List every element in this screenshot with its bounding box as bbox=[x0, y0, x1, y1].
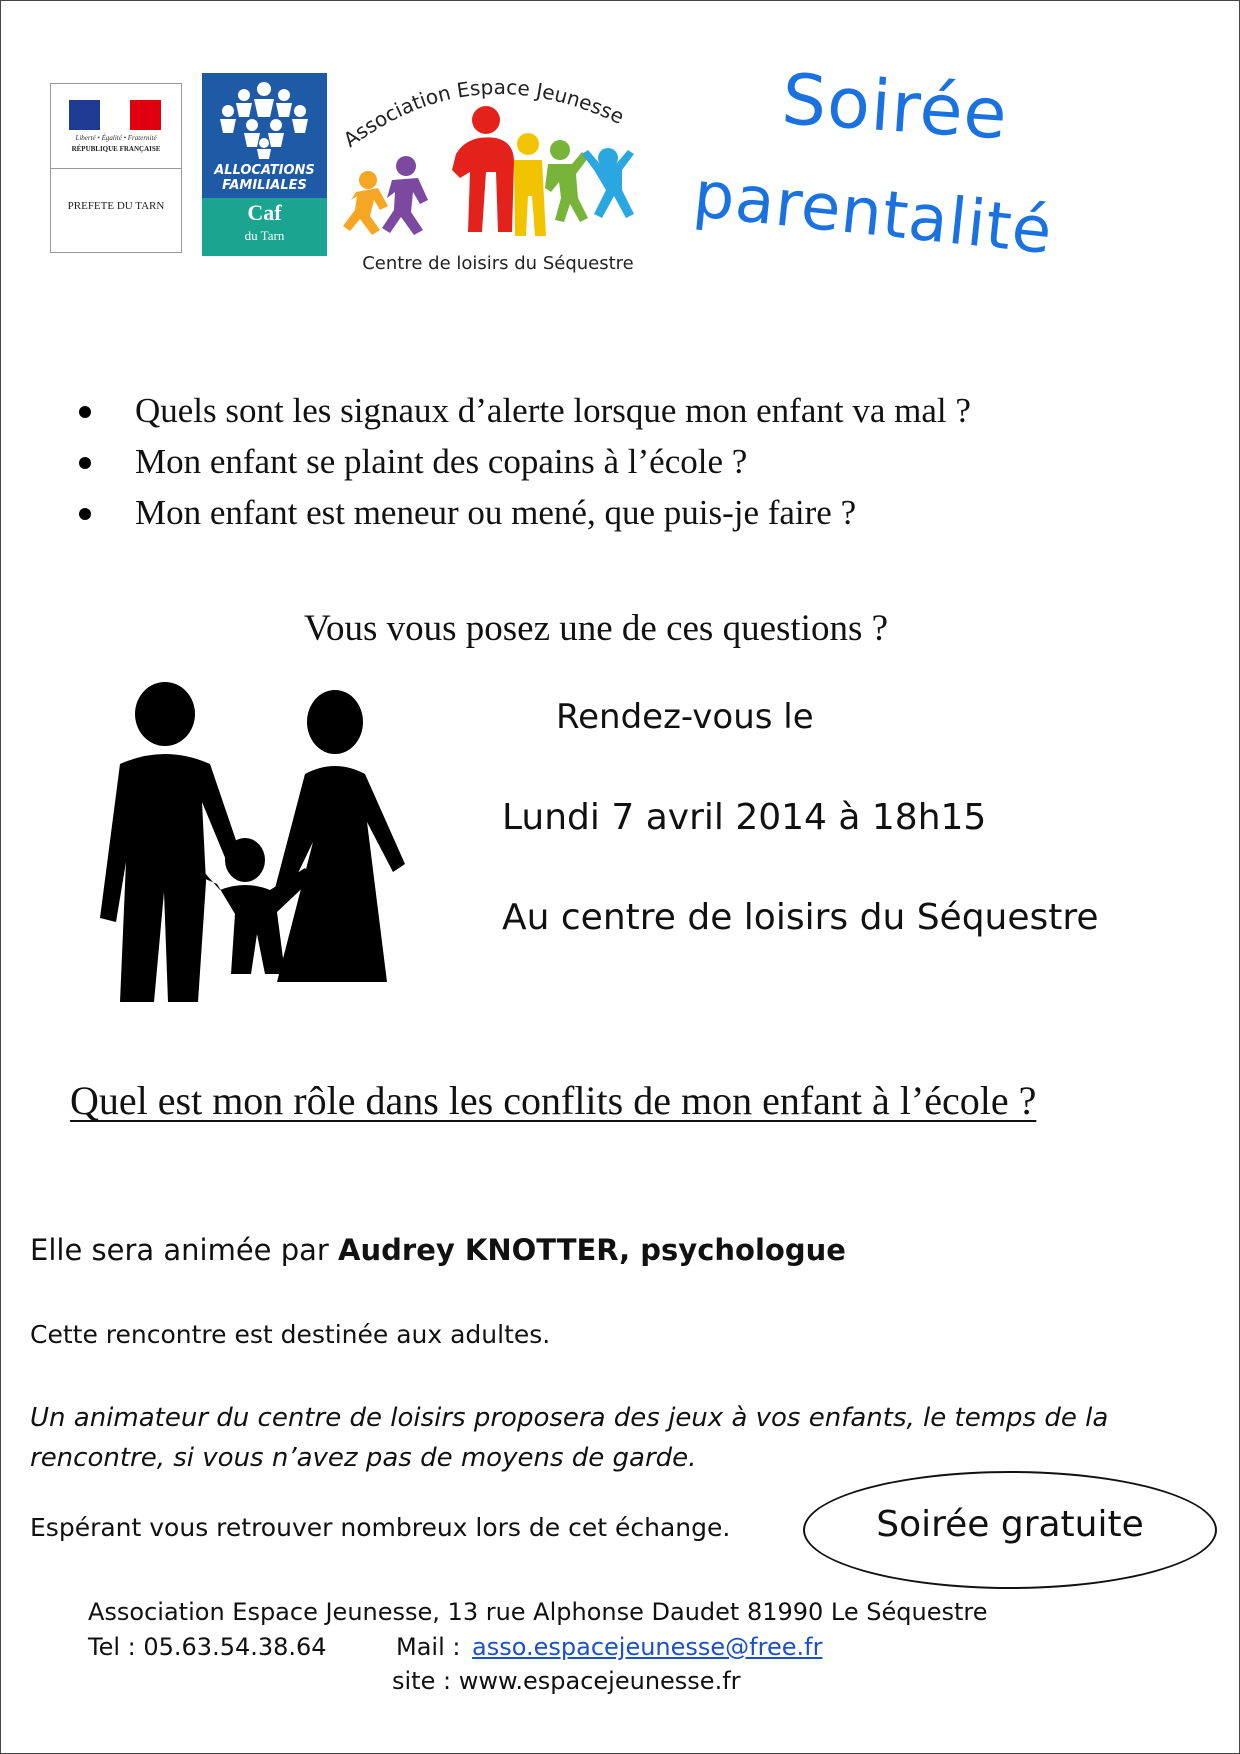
host-prefix: Elle sera animée par bbox=[30, 1233, 339, 1267]
host-line bbox=[30, 1233, 846, 1267]
republic-emblem bbox=[51, 84, 181, 169]
closing-line: Espérant vous retrouver nombreux lors de cet échange. bbox=[30, 1513, 731, 1542]
event-place: Au centre de loisirs du Séquestre bbox=[502, 897, 1099, 938]
free-event-label: Soirée gratuite bbox=[876, 1503, 1144, 1545]
theme-question: Quel est mon rôle dans les conflits de mon enfant à l’école ? bbox=[70, 1078, 1037, 1123]
prefecture-logo bbox=[50, 83, 182, 253]
event-intro: Rendez-vous le bbox=[556, 697, 814, 737]
childcare-note: Un animateur du centre de loisirs proposera des jeux à vos enfants, le temps de la rencontre, si vous n’avez pas de moyens de garde. bbox=[30, 1403, 1109, 1473]
list-item: Mon enfant est meneur ou mené, que puis-je faire ? bbox=[75, 487, 971, 538]
event-title-line1: Soirée bbox=[779, 58, 1011, 156]
caf-name-block bbox=[202, 198, 327, 256]
questions-list bbox=[75, 385, 971, 538]
list-item: Mon enfant se plaint des copains à l’école ? bbox=[75, 436, 971, 487]
prefecture-label: PREFETE DU TARN bbox=[67, 200, 165, 212]
footer-site: site : www.espacejeunesse.fr bbox=[392, 1667, 741, 1695]
caf-region: du Tarn bbox=[244, 228, 285, 243]
event-date: Lundi 7 avril 2014 à 18h15 bbox=[502, 797, 987, 838]
footer-phone: Tel : 05.63.54.38.64 bbox=[88, 1633, 327, 1661]
republic-label: RÉPUBLIQUE FRANÇAISE bbox=[71, 145, 161, 153]
host-name: Audrey KNOTTER, psychologue bbox=[338, 1233, 846, 1267]
event-title-line2: parentalité bbox=[690, 158, 1057, 270]
association-logo bbox=[338, 62, 658, 287]
children-logo-icon bbox=[338, 62, 658, 252]
footer-address: Association Espace Jeunesse, 13 rue Alphonse Daudet 81990 Le Séquestre bbox=[88, 1598, 988, 1626]
audience-line: Cette rencontre est destinée aux adultes. bbox=[30, 1320, 551, 1349]
caf-logo bbox=[202, 73, 327, 256]
prompt-question: Vous vous posez une de ces questions ? bbox=[304, 608, 889, 649]
republic-motto: Liberté • Égalité • Fraternité bbox=[75, 134, 157, 142]
free-event-badge bbox=[803, 1471, 1217, 1589]
footer-mail-label: Mail : bbox=[396, 1633, 461, 1661]
french-flag-icon bbox=[69, 100, 161, 130]
caf-label: ALLOCATIONS FAMILIALES bbox=[214, 163, 315, 193]
association-subtitle: Centre de loisirs du Séquestre bbox=[362, 253, 634, 274]
footer-mail-link[interactable]: asso.espacejeunesse@free.fr bbox=[472, 1633, 823, 1661]
list-item: Quels sont les signaux d’alerte lorsque mon enfant va mal ? bbox=[75, 385, 971, 436]
caf-name: Caf bbox=[247, 200, 282, 225]
family-group-icon bbox=[214, 81, 314, 159]
association-arc-text: Association Espace Jeunesse bbox=[338, 74, 628, 152]
family-silhouette-icon bbox=[80, 682, 410, 1012]
